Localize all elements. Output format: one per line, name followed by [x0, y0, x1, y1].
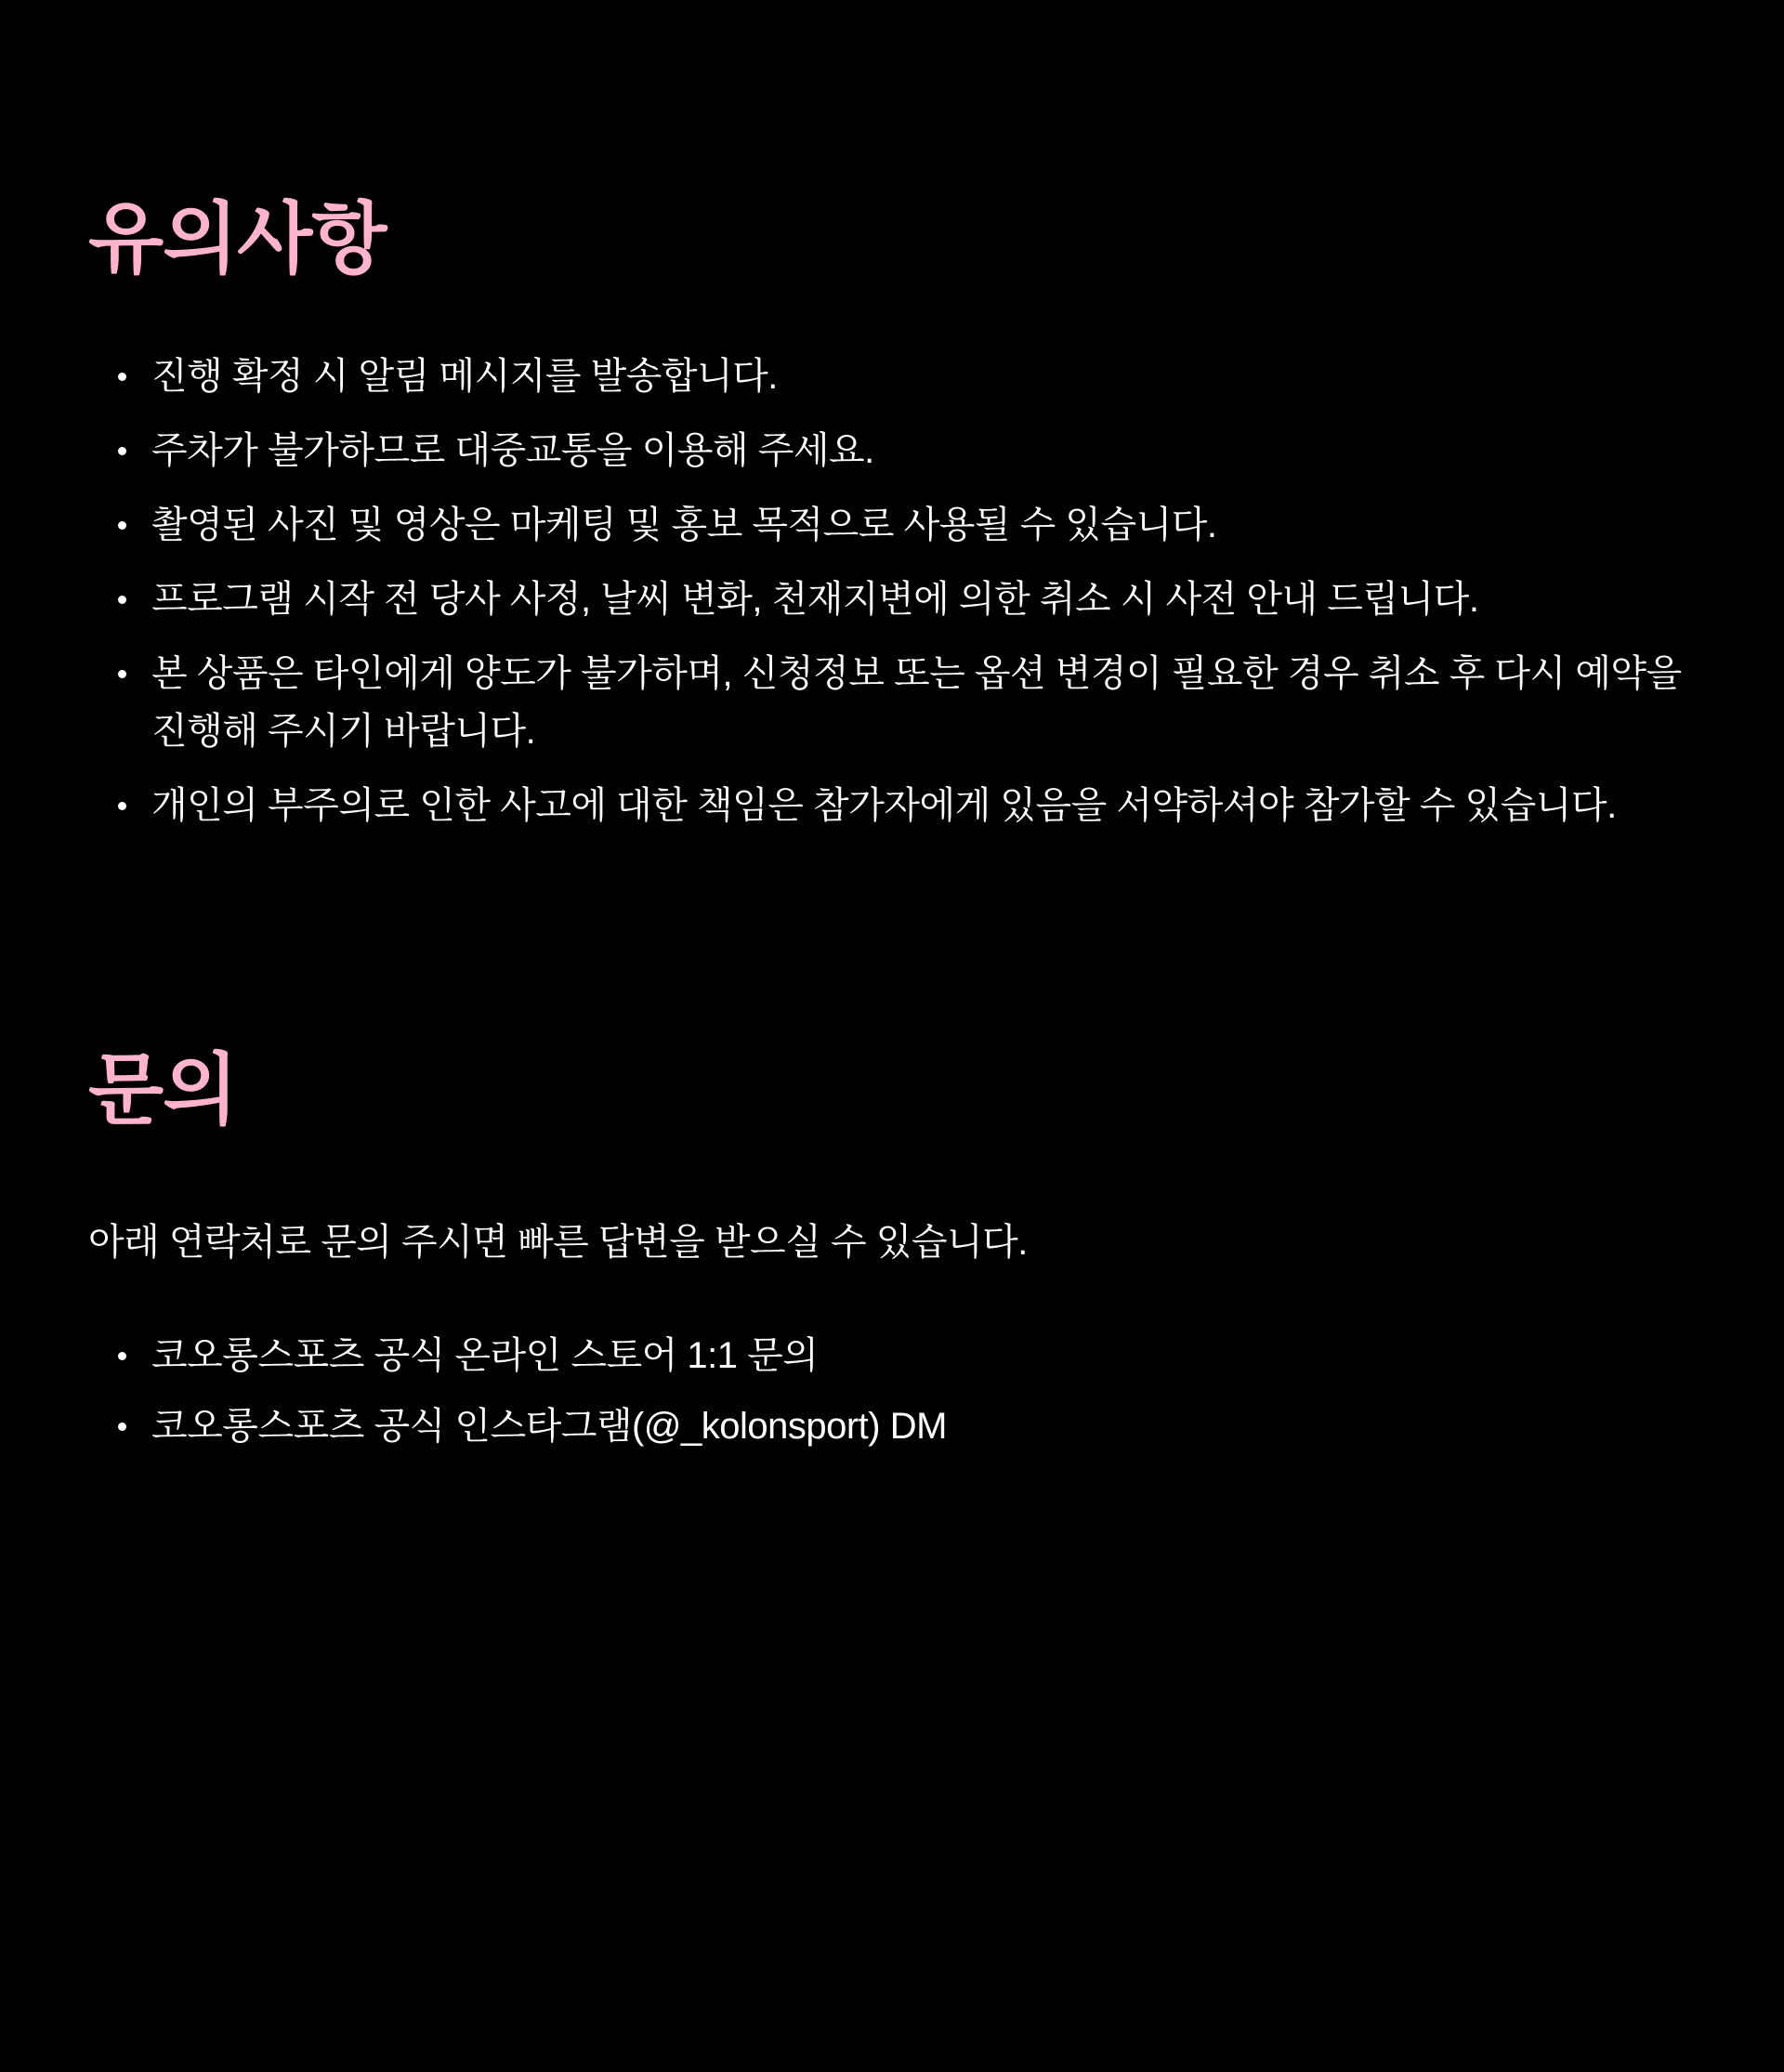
notice-section-title: 유의사항: [88, 195, 387, 282]
notice-list: [88, 348, 1696, 834]
bottom-spacer: [88, 1468, 1696, 1672]
contact-list: [88, 1327, 1696, 1455]
contact-intro-text: 아래 연락처로 문의 주시면 빠른 답변을 받으실 수 있습니다.: [88, 1222, 1028, 1264]
list-item: 촬영된 사진 및 영상은 마케팅 및 홍보 목적으로 사용될 수 있습니다.: [88, 496, 1696, 554]
list-item: 프로그램 시작 전 당사 사정, 날씨 변화, 천재지변에 의한 취소 시 사전 안내 드립니다.: [88, 570, 1696, 628]
list-item: 본 상품은 타인에게 양도가 불가하며, 신청정보 또는 옵션 변경이 필요한 경우 취소 후 다시 예약을 진행해 주시기 바랍니다.: [88, 645, 1696, 760]
list-item: 코오롱스포츠 공식 온라인 스토어 1:1 문의: [88, 1327, 1696, 1384]
contact-section: [88, 1046, 1696, 1455]
list-item: 개인의 부주의로 인한 사고에 대한 책임은 참가자에게 있음을 서약하셔야 참가할 수 있습니다.: [88, 777, 1696, 834]
notice-section: [88, 195, 1696, 834]
contact-section-title: 문의: [88, 1046, 238, 1134]
list-item: 주차가 불가하므로 대중교통을 이용해 주세요.: [88, 422, 1696, 479]
section-spacer: [88, 851, 1696, 1046]
list-item: 코오롱스포츠 공식 인스타그램(@_kolonsport) DM: [88, 1397, 1696, 1455]
list-item: 진행 확정 시 알림 메시지를 발송합니다.: [88, 348, 1696, 405]
